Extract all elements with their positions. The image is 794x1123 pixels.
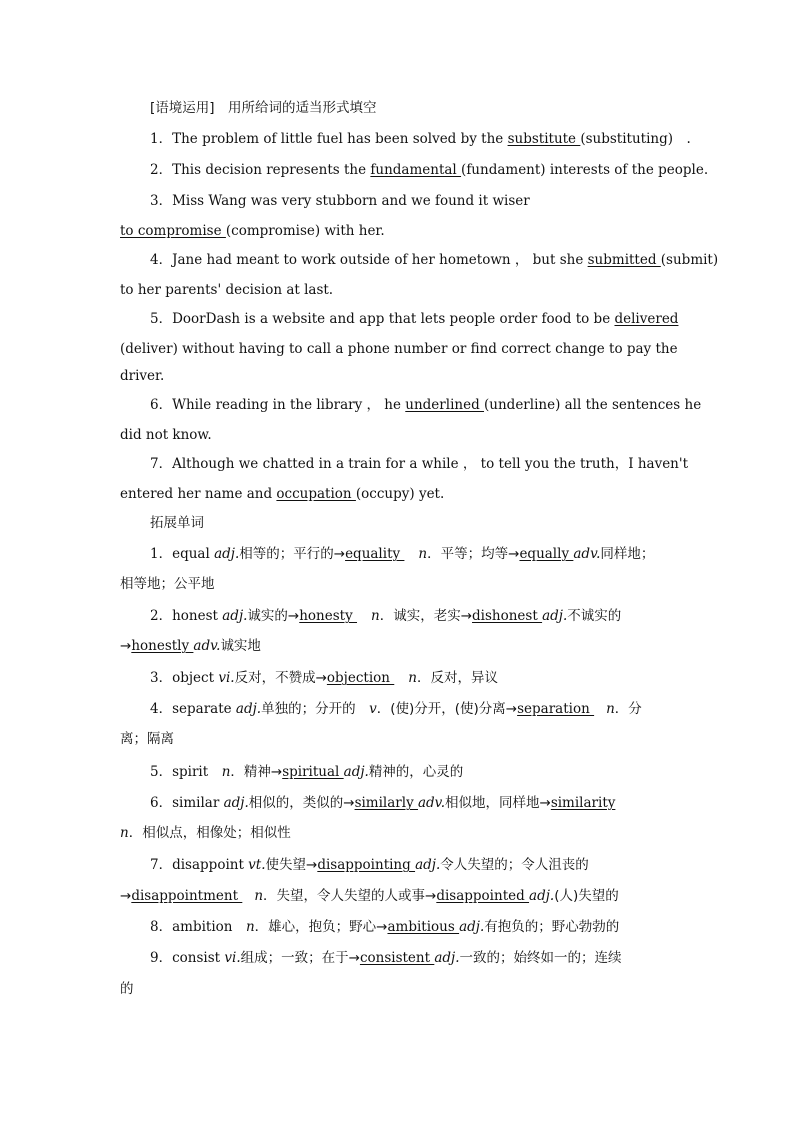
meaning: ．相似点，相像处；相似性	[128, 825, 291, 841]
entry-number: 4．	[150, 701, 173, 717]
section-title-text: [语境运用] 用所给词的适当形式填空	[150, 100, 377, 116]
meaning: 相似地，同样地→	[445, 795, 551, 811]
derived-word: honesty	[299, 608, 358, 624]
question-text: DoorDash is a website and app that lets people order food to be	[172, 311, 615, 327]
part-of-speech: n	[254, 888, 264, 904]
question-5	[150, 309, 678, 329]
question-text: driver.	[120, 368, 165, 384]
word-entry-5	[150, 762, 463, 782]
question-7-line-2	[120, 484, 444, 504]
word-entry-4	[150, 699, 642, 719]
question-number: 7．	[150, 456, 173, 472]
question-number: 6．	[150, 397, 173, 413]
part-of-speech: n	[418, 546, 428, 562]
question-text: The problem of little fuel has been solved by the	[172, 131, 508, 147]
meaning: 令人失望的；令人沮丧的	[440, 857, 589, 873]
question-number: 5．	[150, 311, 173, 327]
question-6	[150, 395, 701, 415]
question-text: This decision represents the	[172, 162, 371, 178]
section-title-word-extension	[150, 513, 204, 533]
question-2	[150, 160, 708, 180]
meaning: 相等的；平行的→	[239, 546, 346, 562]
part-of-speech: vi.	[218, 670, 235, 686]
question-text: (occupy) yet.	[355, 486, 445, 502]
question-4	[150, 250, 718, 270]
question-text: (compromise) with her.	[225, 223, 385, 239]
word-entry-7-line-2	[120, 886, 619, 906]
derived-word: objection	[326, 670, 395, 686]
part-of-speech: n	[120, 825, 129, 841]
derived-word: disappointed	[436, 888, 530, 904]
word-entry-1-line-2	[120, 574, 215, 594]
entry-number: 2．	[150, 608, 173, 624]
question-text: Although we chatted in a train for a while ， to tell you the truth，I haven't	[172, 456, 689, 472]
answer-text: substitute	[507, 131, 581, 147]
word-entry-9-line-2	[120, 979, 134, 999]
headword: disappoint	[172, 857, 249, 873]
derived-word: equally	[519, 546, 574, 562]
derived-word: separation	[517, 701, 595, 717]
part-of-speech: n	[221, 764, 231, 780]
word-entry-4-line-2	[120, 729, 174, 749]
answer-text: fundamental	[370, 162, 462, 178]
question-3-line-2	[120, 221, 385, 241]
question-text: Jane had meant to work outside of her hometown ， but she	[172, 252, 588, 268]
part-of-speech: adv.	[193, 638, 221, 654]
entry-number: 5．	[150, 764, 173, 780]
meaning: ．平等；均等→	[427, 546, 520, 562]
meaning: 反对，不赞成→	[234, 670, 327, 686]
word-entry-2	[150, 606, 621, 626]
entry-number: 9．	[150, 950, 173, 966]
derived-word: similarity	[550, 795, 616, 811]
headword: similar	[172, 795, 224, 811]
headword: spirit	[172, 764, 222, 780]
question-text: (substituting) .	[580, 131, 691, 147]
meaning: 单独的；分开的	[261, 701, 370, 717]
part-of-speech: adj.	[529, 888, 555, 904]
word-entry-8	[150, 917, 619, 937]
meaning: 精神的，心灵的	[368, 764, 464, 780]
word-entry-9	[150, 948, 622, 968]
entry-number: 7．	[150, 857, 173, 873]
word-entry-6-line-2	[120, 823, 291, 843]
question-7	[150, 454, 688, 474]
question-5-line-2	[120, 339, 678, 359]
meaning: 组成；一致；在于→	[240, 950, 360, 966]
meaning: 的	[120, 981, 134, 997]
part-of-speech: adj.	[222, 608, 248, 624]
meaning: 相似的，类似的→	[248, 795, 355, 811]
question-1	[150, 129, 691, 149]
meaning: 离；隔离	[120, 731, 174, 747]
derived-word: equality	[345, 546, 405, 562]
meaning: 使失望→	[265, 857, 318, 873]
word-entry-2-line-2	[120, 636, 261, 656]
question-text: While reading in the library ， he	[172, 397, 406, 413]
part-of-speech: adj.	[434, 950, 460, 966]
word-entry-3	[150, 668, 498, 688]
headword: honest	[172, 608, 223, 624]
question-3	[150, 191, 530, 211]
entry-number: 8．	[150, 919, 173, 935]
derived-word: consistent	[359, 950, 435, 966]
question-5-line-3	[120, 366, 164, 386]
question-text: (underline) all the sentences he	[484, 397, 702, 413]
headword: object	[172, 670, 219, 686]
question-number: 3．	[150, 193, 173, 209]
part-of-speech: adj.	[223, 795, 249, 811]
meaning: ．反对，异议	[416, 670, 498, 686]
question-number: 2．	[150, 162, 173, 178]
meaning: 不诚实的	[567, 608, 622, 624]
part-of-speech: adv.	[573, 546, 601, 562]
part-of-speech: adj.	[235, 701, 262, 717]
part-of-speech: vt.	[248, 857, 266, 873]
part-of-speech: n	[371, 608, 380, 624]
question-text: (fundament) interests of the people.	[461, 162, 709, 178]
meaning: ．(使)分开，(使)分离→	[376, 701, 518, 717]
question-text: Miss Wang was very stubborn and we found it wiser	[172, 193, 530, 209]
part-of-speech: v	[369, 701, 377, 717]
meaning: ．失望，令人失望的人或事→	[263, 888, 437, 904]
part-of-speech: adj.	[343, 764, 369, 780]
derived-word: spiritual	[282, 764, 344, 780]
arrow: →	[120, 888, 132, 904]
meaning: ．精神→	[230, 764, 283, 780]
answer-text: submitted	[587, 252, 661, 268]
part-of-speech: adj.	[415, 857, 441, 873]
meaning: 同样地；	[600, 546, 655, 562]
arrow: →	[120, 638, 132, 654]
derived-word: similarly	[354, 795, 418, 811]
part-of-speech: adv.	[417, 795, 445, 811]
derived-word: disappointment	[131, 888, 243, 904]
question-number: 4．	[150, 252, 173, 268]
meaning: ．诚实，老实→	[379, 608, 473, 624]
meaning: ．雄心，抱负；野心→	[254, 919, 388, 935]
entry-number: 1．	[150, 546, 173, 562]
meaning: 诚实的→	[247, 608, 300, 624]
part-of-speech: n	[408, 670, 417, 686]
part-of-speech: n	[606, 701, 615, 717]
part-of-speech: vi.	[224, 950, 241, 966]
meaning: 诚实地	[220, 638, 261, 654]
derived-word: ambitious	[387, 919, 460, 935]
section-title-context-use	[150, 98, 377, 118]
word-entry-6	[150, 793, 615, 813]
derived-word: honestly	[131, 638, 194, 654]
derived-word: disappointing	[317, 857, 416, 873]
meaning: (人)失望的	[554, 888, 619, 904]
section-title-text: 拓展单词	[150, 515, 204, 531]
answer-text: underlined	[405, 397, 485, 413]
meaning: 有抱负的；野心勃勃的	[484, 919, 620, 935]
question-4-line-2	[120, 280, 333, 300]
question-text: to her parents' decision at last.	[120, 282, 334, 298]
question-6-line-2	[120, 425, 212, 445]
question-text: (submit)	[660, 252, 719, 268]
part-of-speech: adj.	[542, 608, 568, 624]
meaning: 相等地；公平地	[120, 576, 215, 592]
headword: equal	[172, 546, 215, 562]
entry-number: 3．	[150, 670, 173, 686]
answer-text: occupation	[276, 486, 356, 502]
entry-number: 6．	[150, 795, 173, 811]
derived-word: dishonest	[472, 608, 543, 624]
answer-text: delivered	[614, 311, 679, 327]
headword: consist	[172, 950, 225, 966]
part-of-speech: n	[245, 919, 255, 935]
answer-text: to compromise	[120, 223, 226, 239]
meaning: 一致的；始终如一的；连续	[459, 950, 622, 966]
headword: separate	[172, 701, 236, 717]
meaning: ．分	[614, 701, 642, 717]
question-number: 1．	[150, 131, 173, 147]
part-of-speech: adj.	[214, 546, 240, 562]
question-text: (deliver) without having to call a phone number or find correct change to pay the	[120, 341, 678, 357]
word-entry-7	[150, 855, 589, 875]
headword: ambition	[172, 919, 246, 935]
word-entry-1	[150, 544, 654, 564]
part-of-speech: adj.	[459, 919, 485, 935]
question-text: entered her name and	[120, 486, 277, 502]
question-text: did not know.	[120, 427, 212, 443]
